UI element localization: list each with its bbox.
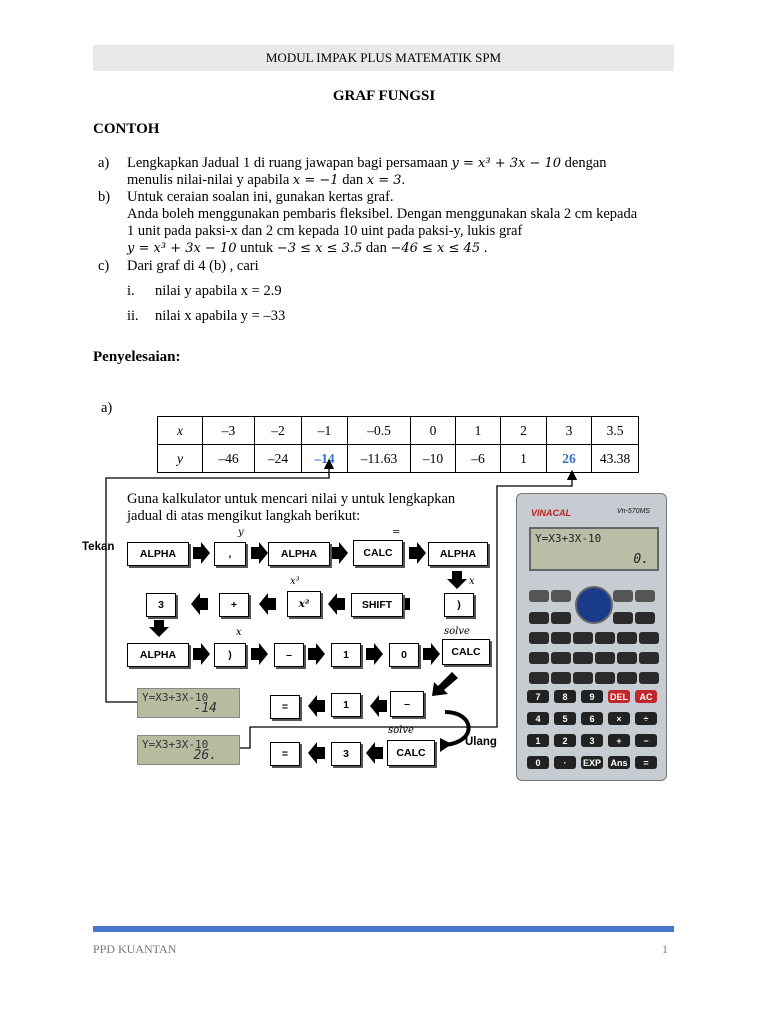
question-b-line3: 1 unit pada paksi-x dan 2 cm kepada 10 uint pada paksi-y, lukis graf: [127, 223, 523, 239]
calculator-key: 2: [554, 734, 576, 747]
calculator-key: [595, 652, 615, 664]
calculator-model: Vn-570MS: [617, 508, 651, 515]
key-alpha[interactable]: ALPHA: [268, 542, 330, 566]
label-ulang: Ulang: [465, 736, 497, 748]
section-contoh: CONTOH: [93, 121, 160, 137]
key-plus[interactable]: +: [219, 593, 249, 617]
annotation-y: y: [238, 527, 244, 538]
calculator-key: 4: [527, 712, 549, 725]
question-b-end: .: [483, 240, 488, 256]
table-cell: –3: [203, 417, 255, 445]
question-b-line2: Anda boleh menggunakan pembaris fleksibel. Dengan menggunakan skala 2 cm kepada: [127, 206, 638, 222]
annotation-solve: solve: [388, 725, 414, 736]
question-a-dan: dan: [342, 172, 364, 188]
table-cell: 1: [456, 417, 501, 445]
calculator-display-line1: Y=X3+3X-10: [535, 532, 602, 545]
calculator-key: ·: [554, 756, 576, 769]
calculator-brand: VINACAL: [531, 508, 571, 518]
question-a-line2: menulis nilai-nilai y apabila: [127, 172, 290, 188]
calculator-key: ×: [608, 712, 630, 725]
calculator-key: [573, 652, 593, 664]
table-cell: –46: [203, 445, 255, 473]
question-b-line1: Untuk ceraian soalan ini, gunakan kertas graf.: [127, 189, 394, 205]
key-minus[interactable]: –: [390, 691, 424, 717]
page-number: 1: [662, 942, 668, 956]
calculator-key: 1: [527, 734, 549, 747]
question-b-eq2: −3 ≤ x ≤ 3.5: [276, 241, 363, 256]
calculator-key: +: [608, 734, 630, 747]
table-cell-highlight: 26: [547, 445, 592, 473]
calculator-key: [635, 612, 655, 624]
table-cell: 2: [501, 417, 547, 445]
calculator-key: [529, 590, 549, 602]
annotation-x: x: [236, 627, 242, 638]
calculator-display-line2: 0.: [633, 552, 649, 567]
question-c-label: c): [98, 258, 110, 274]
key-calc[interactable]: CALC: [353, 540, 403, 566]
calculator-key: [529, 652, 549, 664]
footer-left: PPD KUANTAN: [93, 942, 177, 956]
answer-a-label: a): [101, 400, 113, 416]
page-title: GRAF FUNGSI: [332, 88, 436, 104]
calculator-key: −: [635, 734, 657, 747]
question-b-untuk: untuk: [240, 240, 274, 256]
calculator-key: [617, 632, 637, 644]
calculator-key: 9: [581, 690, 603, 703]
question-b-dan: dan: [365, 240, 387, 256]
calculator-key: [551, 652, 571, 664]
lcd-line1: Y=X3+3X-10: [142, 738, 209, 751]
calculator-display: [529, 527, 659, 571]
annotation-x-cubed: x³: [290, 576, 300, 587]
table-cell: –10: [411, 445, 456, 473]
calculator-key: [613, 590, 633, 602]
question-a-eq3: x = 3: [366, 173, 402, 188]
key-x-squared[interactable]: x²: [287, 591, 321, 617]
calculator-replay-pad: [575, 586, 613, 624]
calculator-key: 7: [527, 690, 549, 703]
calculator-key: [595, 672, 615, 684]
calculator-key: [635, 590, 655, 602]
question-cii-text: nilai x apabila y = –33: [155, 308, 286, 324]
key-alpha[interactable]: ALPHA: [428, 542, 488, 566]
table-cell: 43.38: [592, 445, 639, 473]
table-cell: –1: [302, 417, 348, 445]
label-tekan: Tekan: [82, 541, 115, 553]
instructions-line2: jadual di atas mengikut langkah berikut:: [127, 508, 361, 524]
question-a-text1: Lengkapkan Jadual 1 di ruang jawapan bagi persamaan: [127, 155, 448, 171]
footer-divider: [93, 926, 674, 932]
table-cell: 1: [501, 445, 547, 473]
question-b-eq1: y = x³ + 3x − 10: [127, 241, 237, 256]
key-close-paren[interactable]: ): [214, 643, 246, 667]
calculator-key: [529, 612, 549, 624]
calculator-key: 8: [554, 690, 576, 703]
calculator-key: [639, 652, 659, 664]
calculator-key: ÷: [635, 712, 657, 725]
table-header-y: y: [158, 445, 203, 473]
table-cell-highlight: –14: [302, 445, 348, 473]
calculator-key: 5: [554, 712, 576, 725]
question-c-text: Dari graf di 4 (b) , cari: [127, 258, 259, 274]
question-b-label: b): [98, 189, 111, 205]
key-calc[interactable]: CALC: [442, 639, 490, 665]
calculator-key: 0: [527, 756, 549, 769]
question-ci-label: i.: [127, 283, 135, 299]
calculator-key: [617, 652, 637, 664]
question-a-label: a): [98, 155, 110, 171]
key-3[interactable]: 3: [146, 593, 176, 617]
header-title: MODUL IMPAK PLUS MATEMATIK SPM: [265, 50, 502, 65]
key-shift[interactable]: SHIFT: [351, 593, 403, 617]
question-a-equation: y = x³ + 3x − 10: [451, 156, 562, 171]
calculator-key: [595, 632, 615, 644]
calculator-key: [613, 612, 633, 624]
key-alpha[interactable]: ALPHA: [127, 643, 189, 667]
key-0[interactable]: 0: [389, 643, 419, 667]
calculator-key: [639, 632, 659, 644]
table-cell: 3.5: [592, 417, 639, 445]
calculator-key: [639, 672, 659, 684]
question-ci-text: nilai y apabila x = 2.9: [155, 283, 282, 299]
table-header-x: x: [158, 417, 203, 445]
key-minus[interactable]: –: [274, 643, 304, 667]
calculator-key: DEL: [610, 691, 628, 702]
calculator-key: [529, 632, 549, 644]
section-penyelesaian: Penyelesaian:: [93, 349, 181, 365]
calculator-key: [573, 632, 593, 644]
calculator-key: [573, 672, 593, 684]
key-1[interactable]: 1: [331, 693, 361, 717]
lcd-line2: -14: [193, 701, 217, 716]
calculator-image: [516, 493, 667, 781]
table-cell: –6: [456, 445, 501, 473]
key-equals[interactable]: =: [270, 742, 300, 766]
key-3[interactable]: 3: [331, 742, 361, 766]
annotation-equals: =: [392, 527, 401, 538]
question-a-dot: .: [401, 172, 406, 188]
table-cell: –11.63: [348, 445, 411, 473]
lcd-line1: Y=X3+3X-10: [142, 691, 209, 704]
lcd-line2: 26.: [193, 748, 217, 763]
calculator-key: Ans: [608, 756, 630, 769]
question-a-text2: dengan: [564, 155, 607, 171]
calculator-key: [551, 612, 571, 624]
table-cell: 0: [411, 417, 456, 445]
calculator-key: =: [635, 756, 657, 769]
key-1[interactable]: 1: [331, 643, 361, 667]
instructions-line1: Guna kalkulator untuk mencari nilai y untuk lengkapkan: [127, 491, 456, 507]
key-alpha[interactable]: ALPHA: [127, 542, 189, 566]
calculator-key: 3: [581, 734, 603, 747]
lcd-display-result-1: [137, 688, 240, 718]
question-b-eq3: −46 ≤ x ≤ 45: [390, 241, 481, 256]
annotation-solve: solve: [444, 626, 470, 637]
calculator-key: [551, 632, 571, 644]
lcd-display-result-2: [137, 735, 240, 765]
calculator-key: [551, 672, 571, 684]
key-equals[interactable]: =: [270, 695, 300, 719]
calculator-key: [551, 590, 571, 602]
calculator-key: [617, 672, 637, 684]
calculator-key: [529, 672, 549, 684]
question-a-eq2: x = −1: [292, 173, 339, 188]
table-cell: –24: [255, 445, 302, 473]
table-cell: –0.5: [348, 417, 411, 445]
table-cell: 3: [547, 417, 592, 445]
key-comma[interactable]: ,: [214, 542, 246, 566]
question-cii-label: ii.: [127, 308, 139, 324]
key-close-paren[interactable]: ): [444, 593, 474, 617]
instructions: [127, 491, 455, 525]
table-cell: –2: [255, 417, 302, 445]
calculator-key: AC: [635, 690, 657, 703]
calculator-key: EXP: [582, 757, 601, 768]
key-calc[interactable]: CALC: [387, 740, 435, 766]
annotation-x: x: [469, 576, 475, 587]
calculator-key: 6: [581, 712, 603, 725]
